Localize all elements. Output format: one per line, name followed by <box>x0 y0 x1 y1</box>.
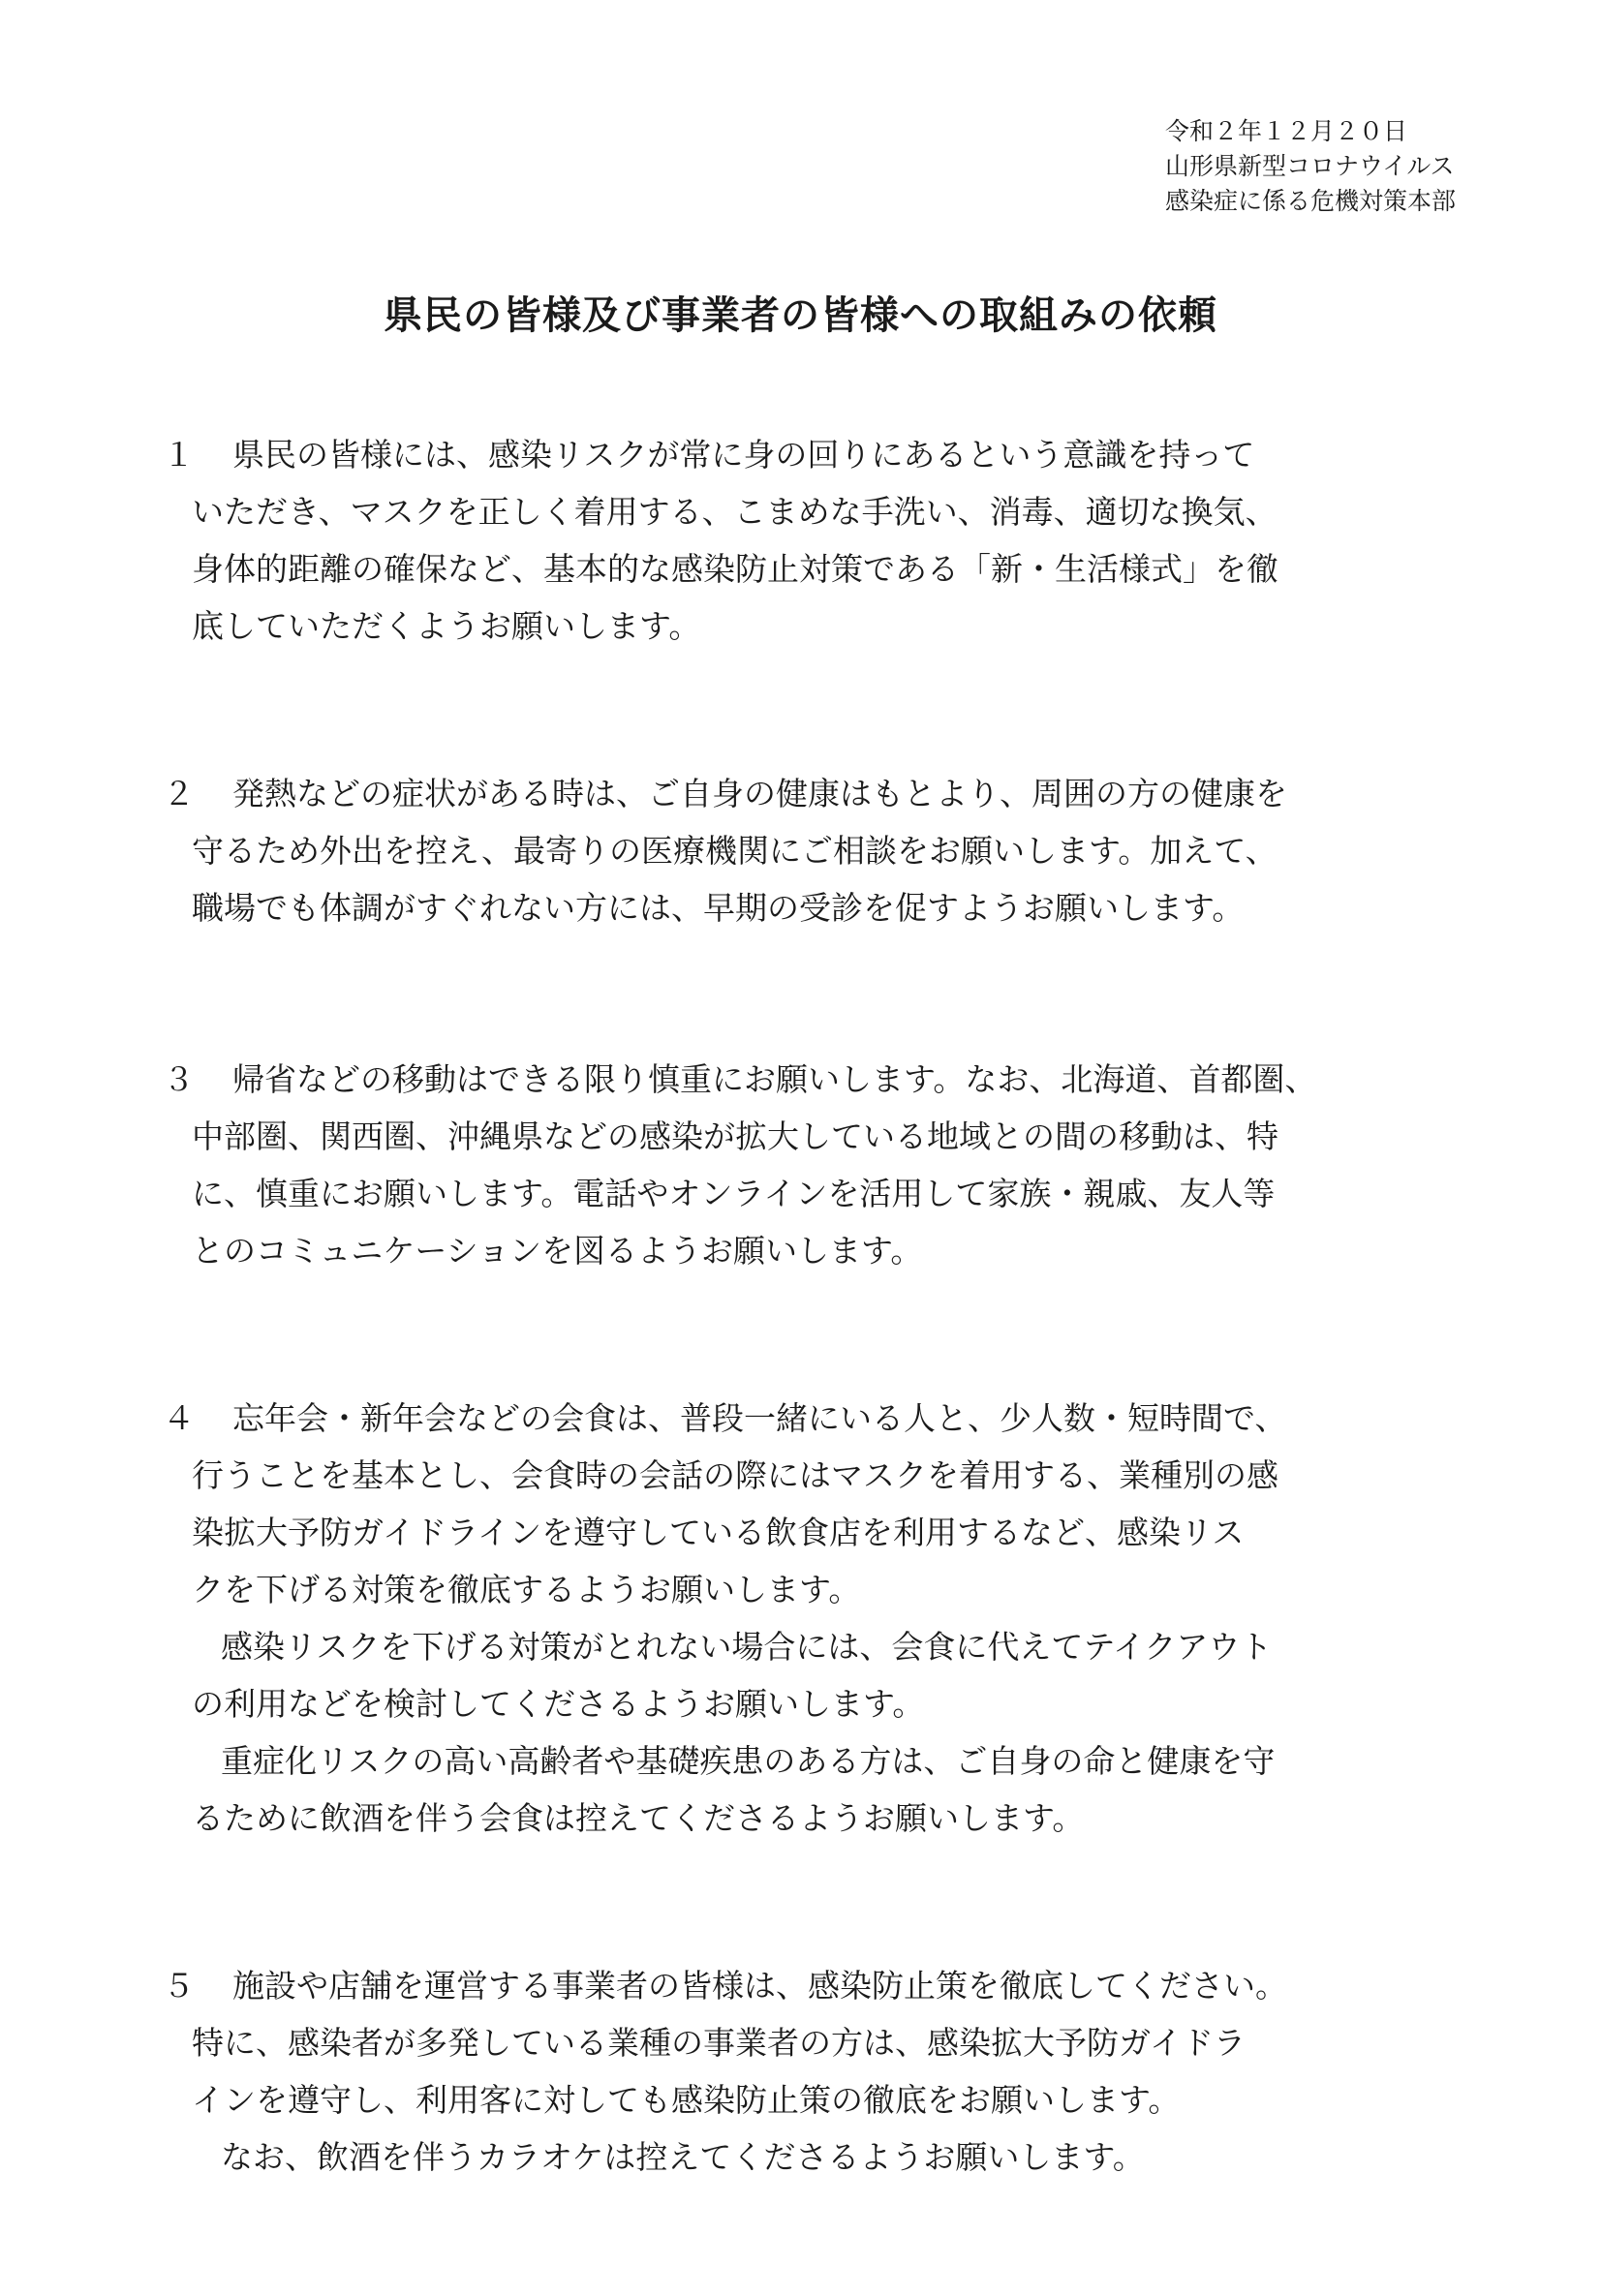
item-text-line: 中部圏、関西圏、沖縄県などの感染が拡大している地域との間の移動は、特 <box>192 1117 1278 1155</box>
item-text-line: 忘年会・新年会などの会食は、普段一緒にいる人と、少人数・短時間で、 <box>232 1399 1287 1437</box>
item-text-line: とのコミュニケーションを図るようお願いします。 <box>192 1232 923 1270</box>
request-item-5 <box>163 1957 1461 2186</box>
request-item-3 <box>163 1051 1461 1279</box>
item-text-line: インを遵守し、利用客に対しても感染防止策の徹底をお願いします。 <box>192 2081 1181 2119</box>
item-text-line: クを下げる対策を徹底するようお願いします。 <box>192 1571 861 1608</box>
item-number: ３ <box>163 1060 195 1098</box>
item-number: １ <box>163 436 195 474</box>
item-text-line: に、慎重にお願いします。電話やオンラインを活用して家族・親戚、友人等 <box>192 1175 1276 1212</box>
item-text-line: 染拡大予防ガイドラインを遵守している飲食店を利用するなど、感染リス <box>192 1514 1245 1551</box>
item-text-line: 県民の皆様には、感染リスクが常に身の回りにあるという意識を持って <box>232 436 1255 474</box>
item-text-line: なお、飲酒を伴うカラオケは控えてくださるようお願いします。 <box>221 2138 1145 2176</box>
issuer-org-line-2: 感染症に係る危機対策本部 <box>1164 187 1456 215</box>
item-number: ５ <box>163 1967 195 2005</box>
item-text-line: 身体的距離の確保など、基本的な感染防止対策である「新・生活様式」を徹 <box>192 550 1278 588</box>
issuer-org-line-1: 山形県新型コロナウイルス <box>1164 152 1455 180</box>
request-item-4 <box>163 1390 1461 1847</box>
document-title: 県民の皆様及び事業者の皆様への取組みの依頼 <box>384 293 1217 338</box>
request-item-1 <box>163 426 1461 655</box>
item-text-line: 底していただくようお願いします。 <box>192 607 701 645</box>
item-text-line: るために飲酒を伴う会食は控えてくださるようお願いします。 <box>192 1799 1085 1837</box>
item-text-line: 特に、感染者が多発している業種の事業者の方は、感染拡大予防ガイドラ <box>192 2024 1247 2062</box>
item-number: ４ <box>163 1399 195 1437</box>
item-text-line: 守るため外出を控え、最寄りの医療機関にご相談をお願いします。加えて、 <box>192 832 1278 870</box>
item-text-line: 重症化リスクの高い高齢者や基礎疾患のある方は、ご自身の命と健康を守 <box>221 1742 1276 1780</box>
item-text-line: 感染リスクを下げる対策がとれない場合には、会食に代えてテイクアウト <box>221 1628 1273 1666</box>
item-text-line: 発熱などの症状がある時は、ご自身の健康はもとより、周囲の方の健康を <box>232 775 1287 812</box>
item-text-line: 帰省などの移動はできる限り慎重にお願いします。なお、北海道、首都圏、 <box>232 1060 1317 1098</box>
item-text-line: 職場でも体調がすぐれない方には、早期の受診を促すようお願いします。 <box>192 889 1245 927</box>
item-number: ２ <box>163 775 195 812</box>
item-text-line: 施設や店舗を運営する事業者の皆様は、感染防止策を徹底してください。 <box>232 1967 1287 2005</box>
issue-date: 令和２年１２月２０日 <box>1164 117 1407 145</box>
item-text-line: の利用などを検討してくださるようお願いします。 <box>192 1685 925 1723</box>
item-text-line: 行うことを基本とし、会食時の会話の際にはマスクを着用する、業種別の感 <box>192 1456 1278 1494</box>
request-item-2 <box>163 765 1461 936</box>
issuer-block <box>1165 114 1456 219</box>
item-text-line: いただき、マスクを正しく着用する、こまめな手洗い、消毒、適切な換気、 <box>192 493 1278 531</box>
request-list <box>163 426 1461 2296</box>
